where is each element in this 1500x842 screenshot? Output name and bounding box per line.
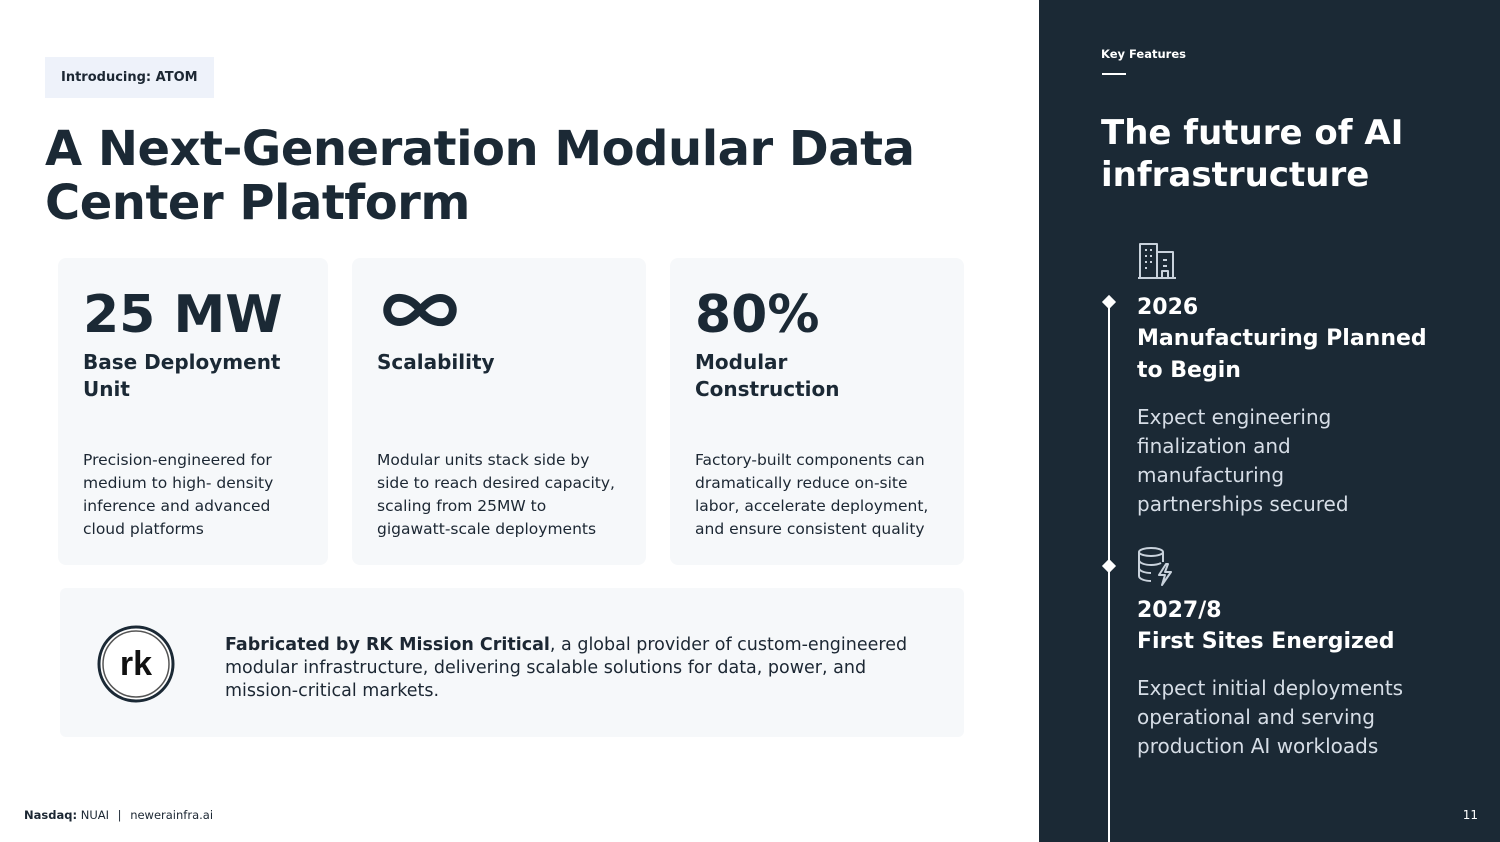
timeline-marker bbox=[1102, 559, 1116, 573]
footer-separator: | bbox=[117, 808, 122, 822]
footer-site-link[interactable]: newerainfra.ai bbox=[130, 808, 214, 822]
stat-description: Precision-engineered for medium to high- density inference and advanced cloud platforms bbox=[83, 451, 274, 538]
rk-bold-text: Fabricated by RK Mission Critical bbox=[225, 635, 550, 655]
rk-logo bbox=[97, 625, 175, 703]
milestone-title: Manufacturing Planned to Begin bbox=[1137, 326, 1427, 383]
stat-label: Scalability bbox=[377, 350, 495, 374]
svg-text:rk: rk bbox=[119, 645, 153, 683]
milestone-description: Expect initial deployments operational and serving production AI workloads bbox=[1137, 676, 1404, 758]
stat-card-modular bbox=[670, 258, 964, 565]
database-power-icon bbox=[1137, 546, 1177, 586]
milestone-year: 2026 bbox=[1137, 295, 1199, 320]
page-number: 11 bbox=[1462, 808, 1478, 822]
stat-value: 25 MW bbox=[83, 285, 283, 345]
footer bbox=[24, 808, 213, 822]
footer-ticker: NUAI bbox=[80, 808, 109, 822]
stat-value: 80% bbox=[695, 285, 820, 345]
section-label: Key Features bbox=[1101, 47, 1186, 61]
milestone-year: 2027/8 bbox=[1137, 598, 1222, 623]
intro-badge: Introducing: ATOM bbox=[45, 57, 214, 98]
timeline-marker bbox=[1102, 295, 1116, 309]
stat-card-capacity bbox=[58, 258, 328, 565]
milestone-description: Expect engineering finalization and manufacturing partnerships secured bbox=[1137, 405, 1349, 516]
page-title: A Next-Generation Modular Data Center Platform bbox=[45, 121, 915, 231]
stat-label: Modular Construction bbox=[695, 350, 840, 401]
building-icon bbox=[1137, 240, 1177, 280]
rk-fabricator-box bbox=[60, 588, 964, 737]
infinity-icon bbox=[378, 280, 462, 340]
stat-label: Base Deployment Unit bbox=[83, 350, 281, 401]
footer-exchange: Nasdaq: bbox=[24, 808, 78, 822]
stat-description: Factory-built components can dramatically reduce on-site labor, accelerate deployment, and ensure consistent quality bbox=[695, 451, 929, 538]
rk-description bbox=[225, 634, 915, 703]
stat-card-scalability bbox=[352, 258, 646, 565]
milestone-title: First Sites Energized bbox=[1137, 629, 1395, 654]
section-rule bbox=[1102, 73, 1126, 75]
sidebar-title: The future of AI infrastructure bbox=[1101, 113, 1404, 195]
key-features-sidebar bbox=[1039, 0, 1500, 842]
rk-rest-text: , a global provider of custom-engineered modular infrastructure, delivering scalable solutions for data, power, and mission-critical markets. bbox=[225, 635, 908, 701]
stat-description: Modular units stack side by side to reach desired capacity, scaling from 25MW to gigawatt-scale deployments bbox=[377, 451, 615, 538]
